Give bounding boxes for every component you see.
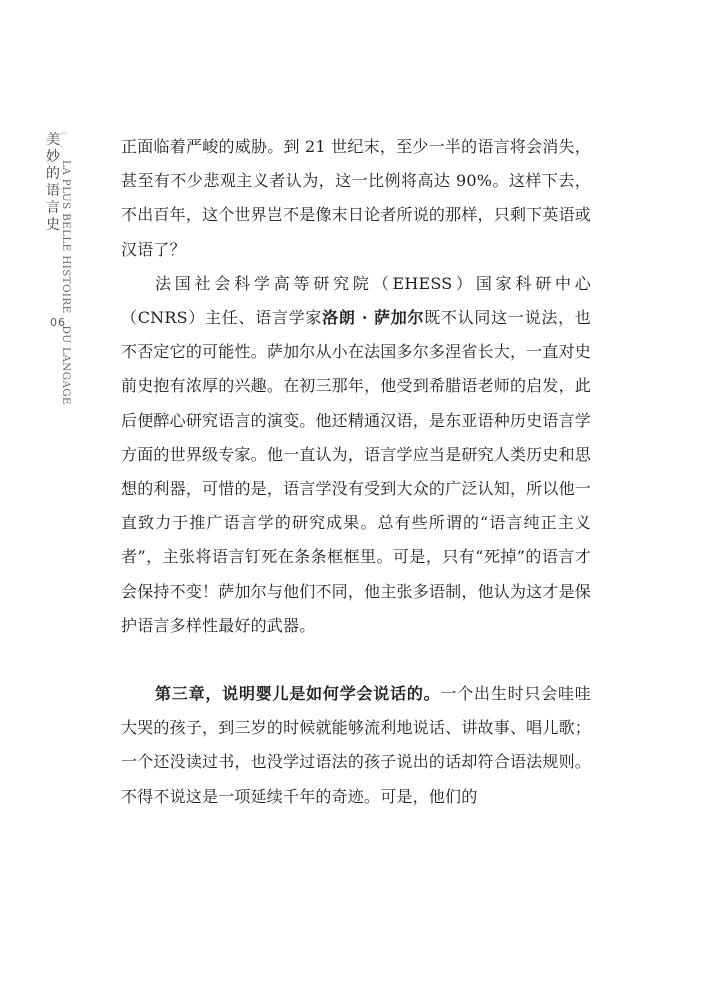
running-title-char: 美: [46, 132, 60, 148]
paragraph-3: [121, 677, 591, 814]
person-name-emphasis: 洛朗 · 萨加尔: [322, 308, 425, 328]
running-subtitle-part1: LA PLUS BELLE HISTOIRE: [60, 160, 72, 314]
paragraph-3-text: 一个出生时只会哇哇大哭的孩子，到三岁的时候就能够流利地说话、讲故事、唱儿歌；一个还没读过书，也没学过语法的孩子说出的话却符合语法规则。不得不说这是一项延续千年的奇迹。可是，他们的: [121, 684, 591, 806]
running-subtitle: [60, 160, 72, 405]
running-title-char: 史: [46, 217, 60, 233]
body-text: [121, 130, 591, 814]
page-number: 06: [50, 316, 66, 329]
running-title-char: 妙: [46, 149, 60, 165]
running-title-char: 的: [46, 166, 60, 182]
paragraph-1: 正面临着严峻的威胁。到 21 世纪末，至少一半的语言将会消失，甚至有不少悲观主义者认为，这一比例将高达 90%。这样下去，不出百年，这个世界岂不是像末日论者所说的那样，只剩下英语或汉语了？: [121, 137, 591, 259]
running-title-char: 言: [46, 200, 60, 216]
running-subtitle-part2: DU LANGAGE: [60, 325, 72, 405]
paragraph-2-text-a: 法国社会科学高等研究院（EHESS）国家科研中心（CNRS）主任、语言学家: [121, 273, 591, 328]
paragraph-2-text-b: 既不认同这一说法，也不否定它的可能性。萨加尔从小在法国多尔多涅省长大，一直对史前史抱有浓厚的兴趣。在初三那年，他受到希腊语老师的启发，此后便醉心研究语言的演变。他还精通汉语，是东亚语种历史语言学方面的世界级专家。他一直认为，语言学应当是研究人类历史和思想的利器，可惜的是，语言学没有受到大众的广泛认知，所以他一直致力于推广语言学的研究成果。总有些所谓的“语言纯正主义者”，主张将语言钉死在条条框框里。可是，只有“死掉”的语言才会保持不变！萨加尔与他们不同，他主张多语制，他认为这才是保护语言多样性最好的武器。: [121, 308, 591, 635]
running-title-char: 语: [46, 183, 60, 199]
paragraph-2: [121, 267, 591, 643]
chapter-heading-emphasis: 第三章，说明婴儿是如何学会说话的。: [155, 684, 441, 704]
